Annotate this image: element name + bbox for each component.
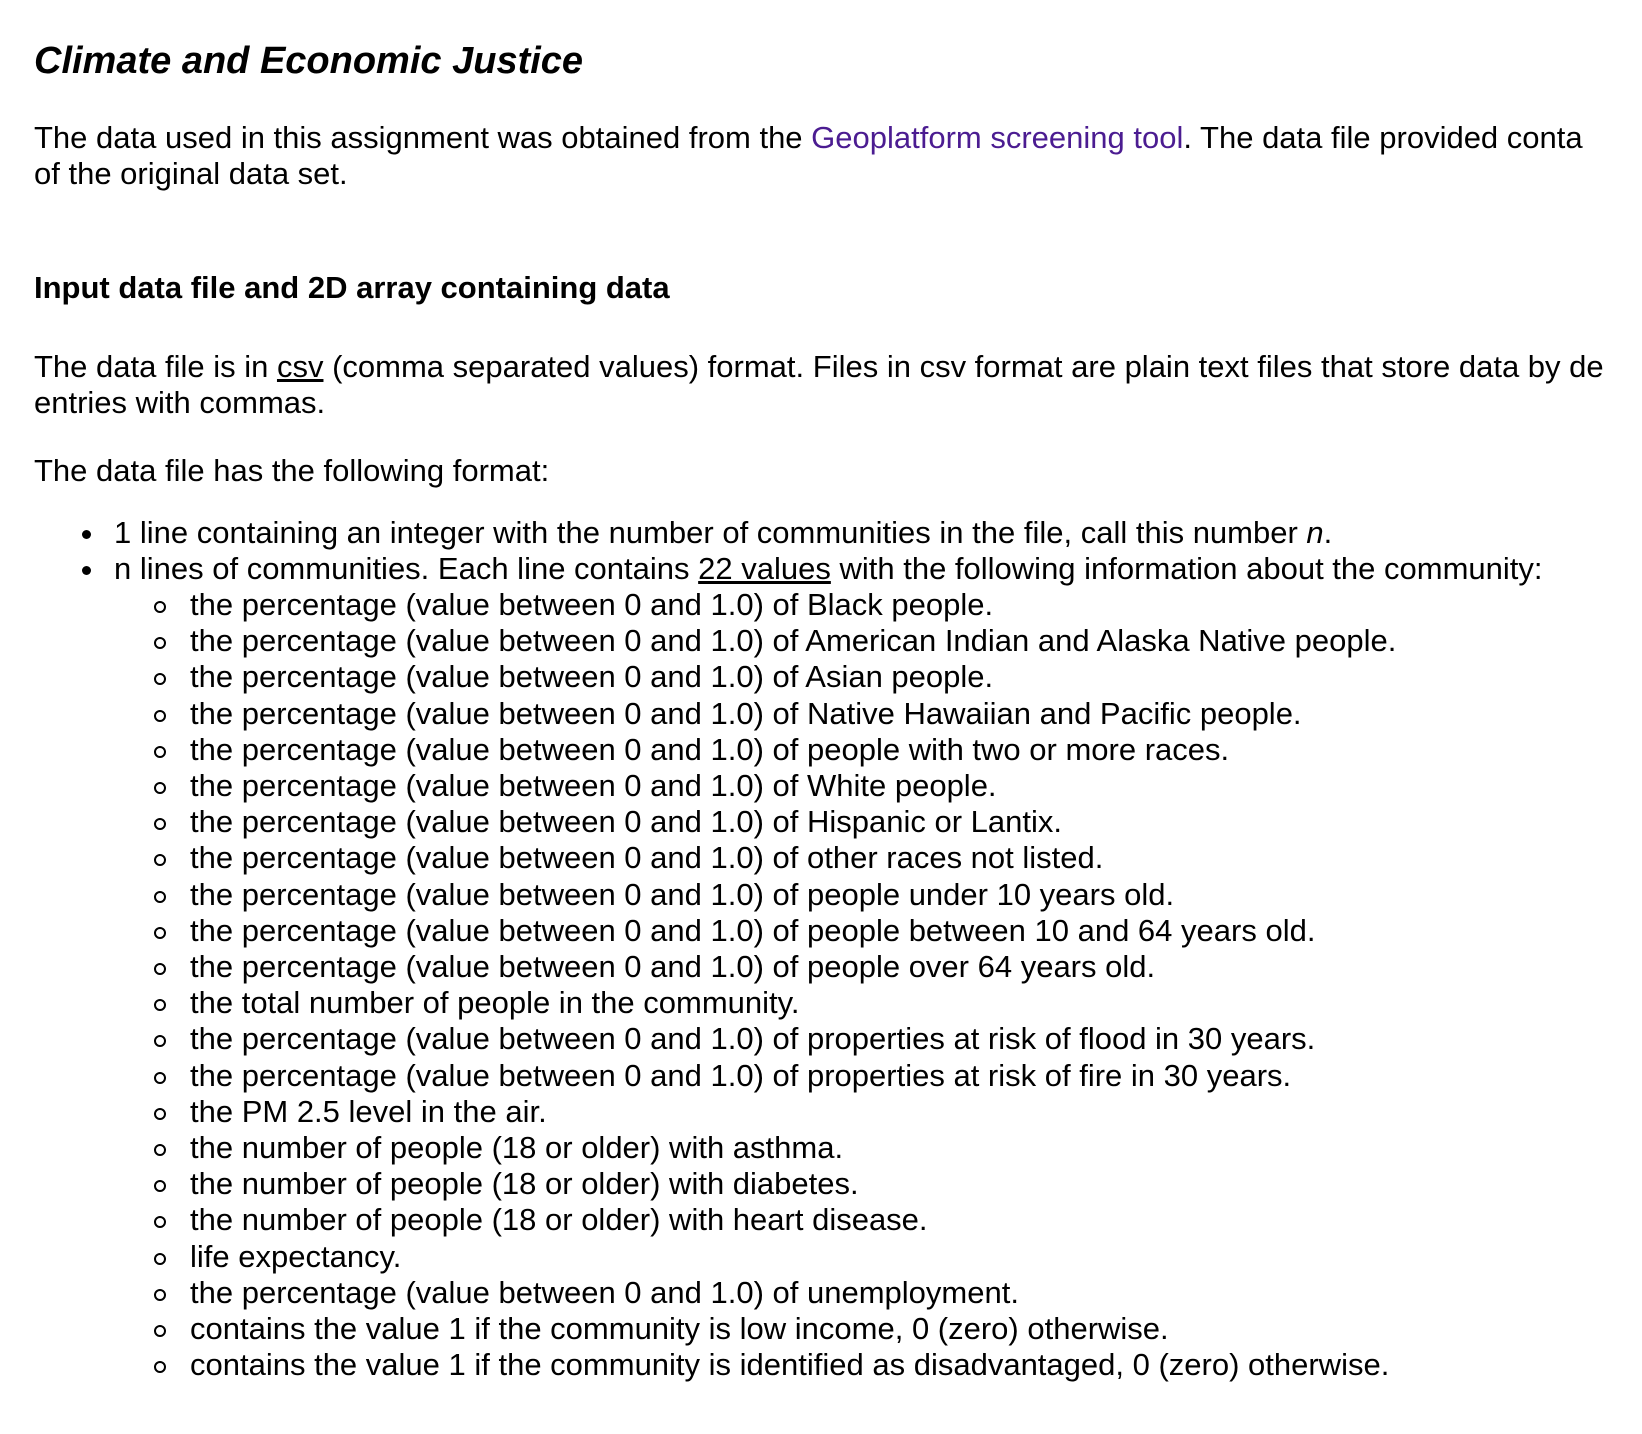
count-variable: n <box>1306 515 1324 550</box>
field-item: the percentage (value between 0 and 1.0) of properties at risk of flood in 30 years. <box>110 1021 1543 1057</box>
page-title: Climate and Economic Justice <box>34 40 584 82</box>
field-item: the percentage (value between 0 and 1.0) of people with two or more races. <box>110 732 1543 768</box>
field-item: the number of people (18 or older) with heart disease. <box>110 1202 1543 1238</box>
geoplatform-screening-tool-link[interactable]: Geoplatform screening tool <box>811 120 1184 155</box>
csv-text-after: (comma separated values) format. Files in csv format are plain text files that store data by de <box>323 349 1604 384</box>
community-lines-end: with the following information about the community: <box>830 551 1543 586</box>
field-item: life expectancy. <box>110 1239 1543 1275</box>
values-count: 22 values <box>698 551 831 586</box>
field-item: the percentage (value between 0 and 1.0) of Hispanic or Lantix. <box>110 804 1543 840</box>
field-item: the PM 2.5 level in the air. <box>110 1094 1543 1130</box>
field-item: the percentage (value between 0 and 1.0) of White people. <box>110 768 1543 804</box>
list-item-count-line <box>34 515 1543 551</box>
community-lines-text: n lines of communities. Each line contains <box>114 551 699 586</box>
field-item: contains the value 1 if the community is low income, 0 (zero) otherwise. <box>110 1311 1543 1347</box>
field-item: the percentage (value between 0 and 1.0) of Native Hawaiian and Pacific people. <box>110 696 1543 732</box>
field-item: the percentage (value between 0 and 1.0) of American Indian and Alaska Native people. <box>110 623 1543 659</box>
format-paragraph: The data file has the following format: <box>34 453 550 488</box>
intro-text-line2: of the original data set. <box>34 156 348 191</box>
field-item: the percentage (value between 0 and 1.0) of unemployment. <box>110 1275 1543 1311</box>
section-heading: Input data file and 2D array containing data <box>34 270 670 305</box>
field-item: the number of people (18 or older) with asthma. <box>110 1130 1543 1166</box>
intro-text-before-link: The data used in this assignment was obtained from the <box>34 120 812 155</box>
field-item: the percentage (value between 0 and 1.0) of people between 10 and 64 years old. <box>110 913 1543 949</box>
count-line-text: 1 line containing an integer with the number of communities in the file, call this number <box>114 515 1307 550</box>
field-item: the percentage (value between 0 and 1.0) of Asian people. <box>110 659 1543 695</box>
field-item: the percentage (value between 0 and 1.0) of people under 10 years old. <box>110 877 1543 913</box>
intro-text-after-link: . The data file provided conta <box>1183 120 1583 155</box>
community-fields-list <box>110 587 1543 1383</box>
csv-paragraph <box>34 349 1604 421</box>
intro-paragraph <box>34 120 1583 192</box>
field-item: contains the value 1 if the community is identified as disadvantaged, 0 (zero) otherwise. <box>110 1347 1543 1383</box>
field-item: the total number of people in the community. <box>110 985 1543 1021</box>
field-item: the percentage (value between 0 and 1.0) of people over 64 years old. <box>110 949 1543 985</box>
csv-text-before: The data file is in <box>34 349 277 384</box>
field-item: the percentage (value between 0 and 1.0) of properties at risk of fire in 30 years. <box>110 1058 1543 1094</box>
field-item: the number of people (18 or older) with diabetes. <box>110 1166 1543 1202</box>
csv-text-line2: entries with commas. <box>34 385 326 420</box>
field-item: the percentage (value between 0 and 1.0) of Black people. <box>110 587 1543 623</box>
csv-term: csv <box>276 349 324 384</box>
count-line-end: . <box>1323 515 1333 550</box>
list-item-community-lines <box>34 551 1543 1383</box>
file-format-list <box>34 515 1543 1383</box>
field-item: the percentage (value between 0 and 1.0) of other races not listed. <box>110 840 1543 876</box>
